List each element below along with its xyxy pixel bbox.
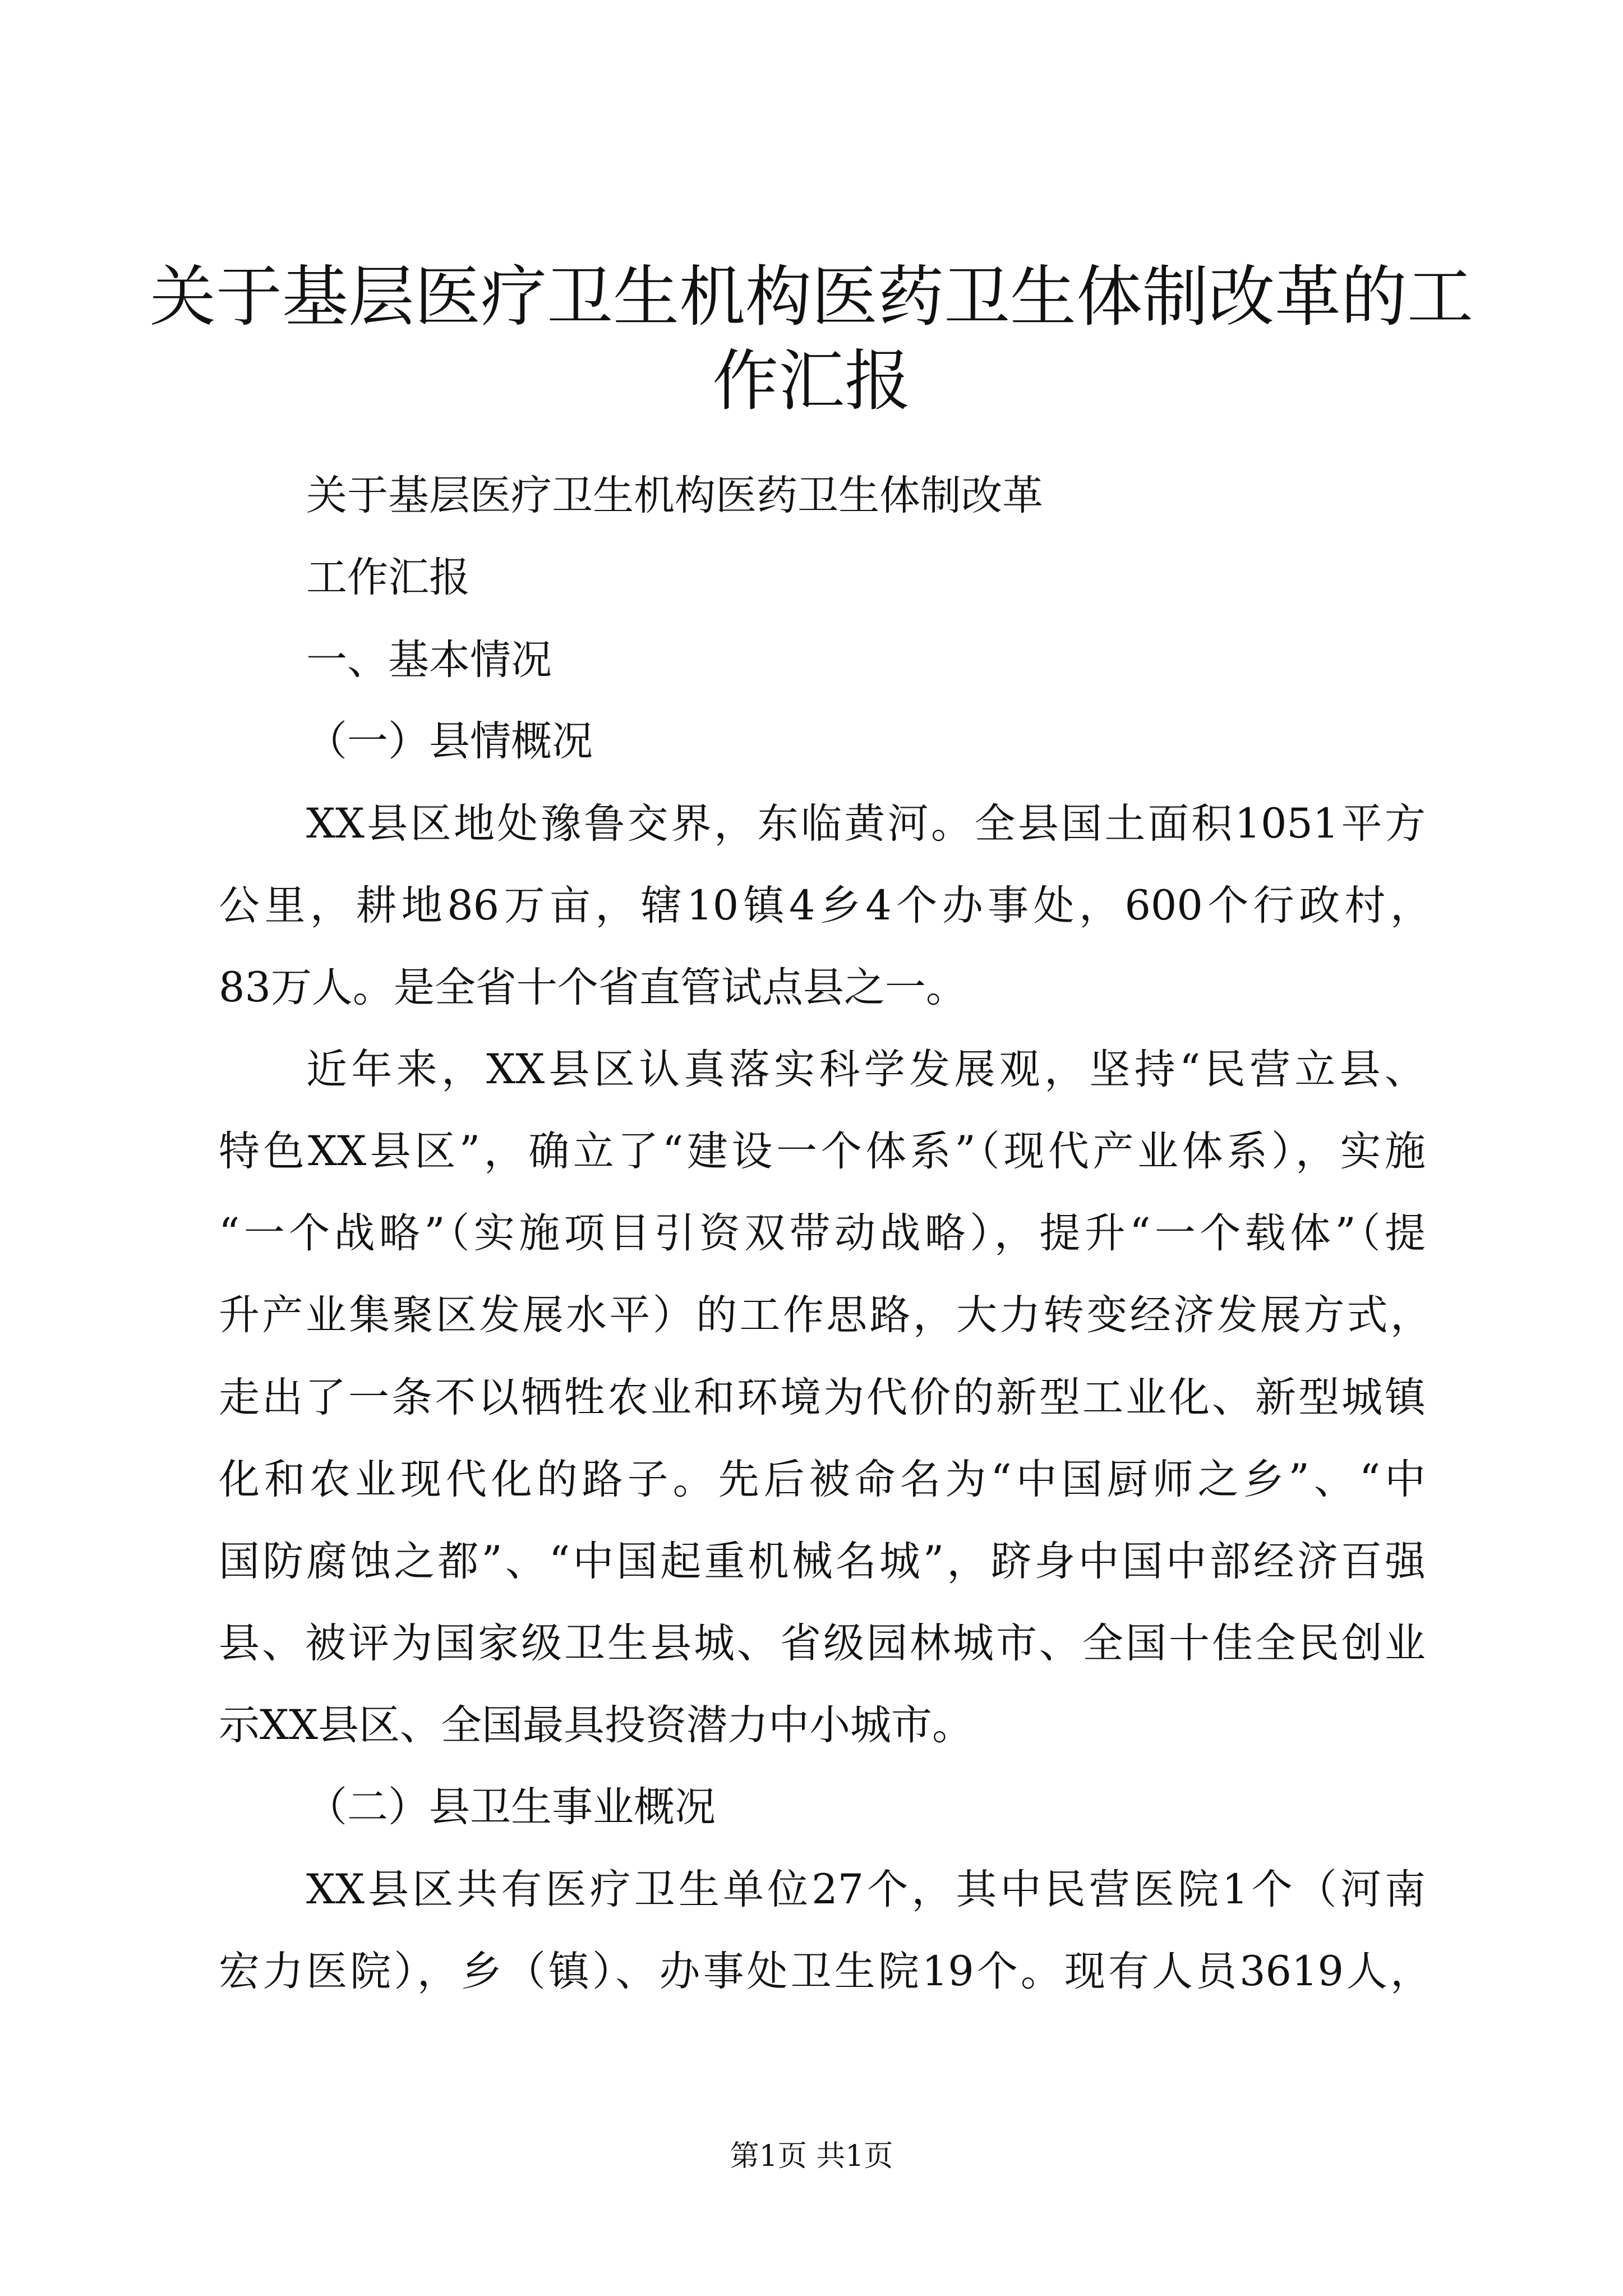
- subsection-heading-1: （一）县情概况: [306, 717, 593, 765]
- subtitle-line-2: 工作汇报: [306, 554, 470, 601]
- paragraph-line: XX县区地处豫鲁交界，东临黄河。全县国土面积1051平方: [306, 800, 1426, 848]
- paragraph-line: 升产业集聚区发展水平）的工作思路，大力转变经济发展方式，: [219, 1291, 1431, 1339]
- paragraph-line: 化和农业现代化的路子。先后被命名为“中国厨师之乡”、“中: [219, 1456, 1426, 1503]
- subsection-heading-2: （二）县卫生事业概况: [306, 1783, 716, 1831]
- page-footer: 第1页 共1页: [730, 2139, 893, 2173]
- paragraph-line: “一个战略”（实施项目引资双带动战略），提升“一个载体”（提: [219, 1209, 1426, 1257]
- document-title-line-2: 作汇报: [712, 342, 911, 420]
- paragraph-line: 83万人。是全省十个省直管试点县之一。: [219, 964, 967, 1011]
- paragraph-line: 示XX县区、全国最具投资潜力中小城市。: [219, 1701, 973, 1749]
- paragraph-line: 县、被评为国家级卫生县城、省级园林城市、全国十佳全民创业: [219, 1619, 1426, 1667]
- subtitle-line-1: 关于基层医疗卫生机构医药卫生体制改革: [306, 472, 1043, 519]
- paragraph-line: 近年来，XX县区认真落实科学发展观，坚持“民营立县、: [306, 1046, 1426, 1093]
- paragraph-line: XX县区共有医疗卫生单位27个，其中民营医院1个（河南: [306, 1866, 1426, 1913]
- paragraph-line: 走出了一条不以牺牲农业和环境为代价的新型工业化、新型城镇: [219, 1374, 1426, 1421]
- paragraph-line: 特色XX县区”，确立了“建设一个体系”（现代产业体系），实施: [219, 1128, 1426, 1175]
- document-title-line-1: 关于基层医疗卫生机构医药卫生体制改革的工: [149, 258, 1473, 335]
- paragraph-line: 国防腐蚀之都”、“中国起重机械名城”，跻身中国中部经济百强: [219, 1538, 1426, 1585]
- section-heading: 一、基本情况: [306, 636, 552, 684]
- paragraph-line: 公里，耕地86万亩，辖10镇4乡4个办事处，600个行政村，: [219, 882, 1431, 930]
- paragraph-line: 宏力医院），乡（镇）、办事处卫生院19个。现有人员3619人，: [219, 1948, 1431, 1995]
